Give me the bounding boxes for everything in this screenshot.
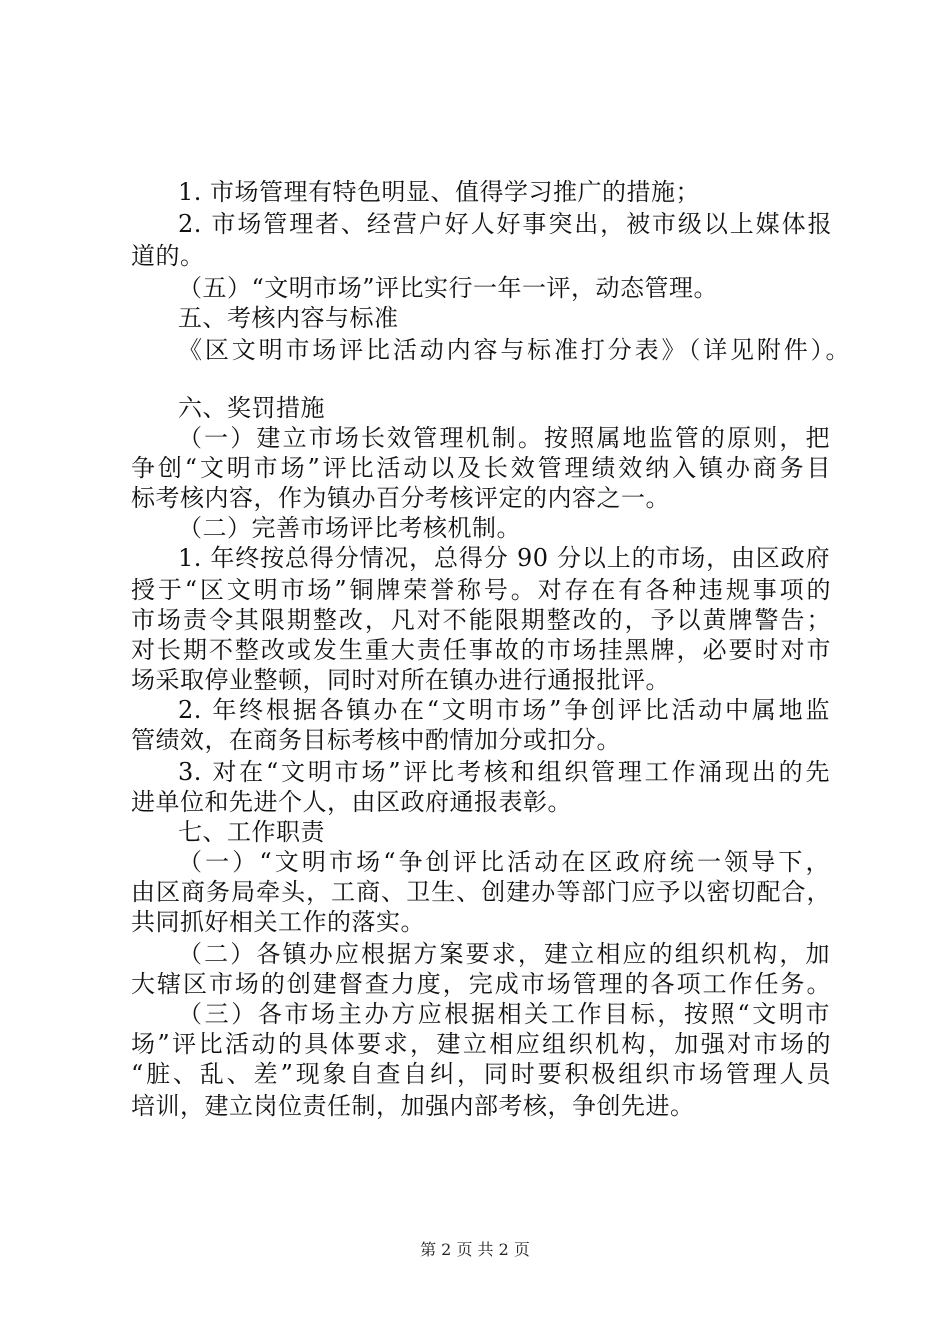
text-line: 1. 年终按总得分情况，总得分 90 分以上的市场，由区政府 — [178, 544, 830, 572]
text-line: 由区商务局牵头，工商、卫生、创建办等部门应予以密切配合， — [131, 878, 831, 906]
section-heading: 七、工作职责 — [178, 818, 325, 846]
text-line: 1. 市场管理有特色明显、值得学习推广的措施； — [178, 178, 701, 206]
text-line: （一）“文明市场“争创评比活动在区政府统一领导下， — [178, 848, 830, 876]
text-line: 2. 市场管理者、经营户好人好事突出，被市级以上媒体报 — [178, 210, 832, 238]
text-line: 大辖区市场的创建督查力度，完成市场管理的各项工作任务。 — [131, 970, 831, 998]
text-line: 授于“区文明市场”铜牌荣誉称号。对存在有各种违规事项的 — [131, 576, 831, 604]
text-line: 争创“文明市场”评比活动以及长效管理绩效纳入镇办商务目 — [131, 454, 831, 482]
text-line: 场采取停业整顿，同时对所在镇办进行通报批评。 — [131, 666, 670, 694]
text-line: 场”评比活动的具体要求，建立相应组织机构，加强对市场的 — [131, 1030, 831, 1058]
text-line: 标考核内容，作为镇办百分考核评定的内容之一。 — [131, 484, 670, 512]
text-line: 3. 对在“文明市场”评比考核和组织管理工作涌现出的先 — [178, 758, 830, 786]
text-line: 对长期不整改或发生重大责任事故的市场挂黑牌，必要时对市 — [131, 636, 831, 664]
text-line: 《区文明市场评比活动内容与标准打分表》（详见附件）。 — [178, 336, 850, 364]
section-heading: 六、奖罚措施 — [178, 394, 325, 422]
text-line: 进单位和先进个人，由区政府通报表彰。 — [131, 788, 572, 816]
text-line: “脏、乱、差”现象自查自纠，同时要积极组织市场管理人员 — [131, 1060, 831, 1088]
text-line: 2. 年终根据各镇办在“文明市场”争创评比活动中属地监 — [178, 696, 830, 724]
text-line: （三）各市场主办方应根据相关工作目标，按照“文明市 — [178, 1000, 830, 1028]
section-heading: 五、考核内容与标准 — [178, 304, 399, 332]
text-line: （一）建立市场长效管理机制。按照属地监管的原则，把 — [178, 424, 830, 452]
text-line: 培训，建立岗位责任制，加强内部考核，争创先进。 — [131, 1092, 695, 1120]
text-line: 道的。 — [131, 242, 205, 270]
page-number-footer: 第 2 页 共 2 页 — [420, 1240, 530, 1259]
text-line: （五）“文明市场”评比实行一年一评，动态管理。 — [178, 274, 719, 302]
text-line: 管绩效，在商务目标考核中酌情加分或扣分。 — [131, 726, 621, 754]
text-line: （二）完善市场评比考核机制。 — [178, 514, 521, 542]
text-line: 共同抓好相关工作的落实。 — [131, 908, 425, 936]
text-line: 市场责令其限期整改，凡对不能限期整改的，予以黄牌警告； — [131, 606, 831, 634]
text-line: （二）各镇办应根据方案要求，建立相应的组织机构，加 — [178, 940, 830, 968]
